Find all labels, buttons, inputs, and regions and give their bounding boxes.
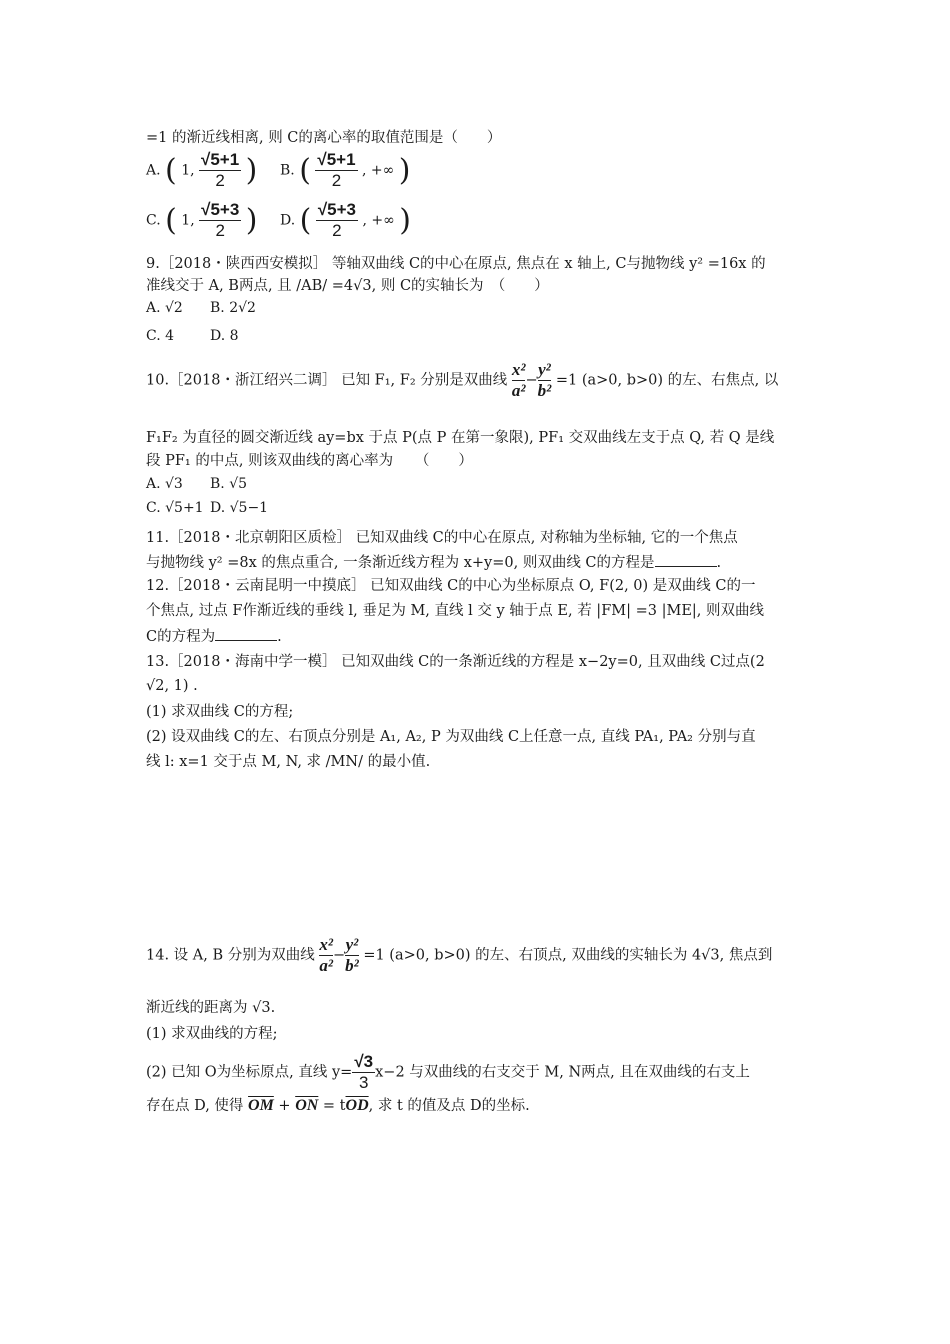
q13-part-2-line-2: 线 l: x=1 交于点 M, N, 求 /MN/ 的最小值. bbox=[146, 754, 431, 770]
q14-part-2-intro: (2) 已知 O为坐标原点, 直线 y= bbox=[146, 1064, 353, 1081]
fraction-denominator: a² bbox=[319, 956, 333, 975]
q11-line-1: 11.［2018・北京朝阳区质检］ 已知双曲线 C的中心在原点, 对称轴为坐标轴, 它的一个焦点 bbox=[146, 530, 738, 546]
q10-line-2: F₁F₂ 为直径的圆交渐近线 ay=bx 于点 P(点 P 在第一象限), PF₁ 交双曲线左支于点 Q, 若 Q 是线 bbox=[146, 430, 775, 446]
q9-option-b[interactable]: B. 2√2 bbox=[210, 300, 256, 316]
q13-part-1: (1) 求双曲线 C的方程; bbox=[146, 704, 294, 720]
q8-option-b-fraction bbox=[315, 150, 357, 191]
q10-intro: 10.［2018・浙江绍兴二调］ 已知 F₁, F₂ 分别是双曲线 bbox=[146, 372, 508, 389]
q9-option-c[interactable]: C. 4 bbox=[146, 328, 175, 344]
right-paren: ) bbox=[245, 203, 258, 238]
q9-line-2: 准线交于 A, B两点, 且 /AB/ =4√3, 则 C的实轴长为 （ ） bbox=[146, 278, 549, 294]
left-paren: ( bbox=[299, 153, 311, 188]
minus-sign: − bbox=[525, 372, 538, 389]
q8-option-a[interactable] bbox=[146, 150, 257, 191]
fraction-numerator: √5+1 bbox=[201, 150, 240, 169]
fraction-numerator: x² bbox=[511, 360, 526, 379]
plus-sign: + bbox=[273, 1098, 296, 1114]
right-paren: ) bbox=[399, 203, 411, 238]
fraction-denominator: b² bbox=[537, 381, 552, 400]
fraction-numerator: √5+3 bbox=[317, 200, 356, 219]
q8-option-b-label: B. bbox=[280, 162, 295, 179]
q12-text: C的方程为 bbox=[146, 629, 216, 645]
fraction-numerator: y² bbox=[538, 360, 551, 379]
q14-intro: 14. 设 A, B 分别为双曲线 bbox=[146, 947, 315, 964]
q14-condition: =1 (a>0, b>0) 的左、右顶点, 双曲线的实轴长为 4√3, 焦点到 bbox=[363, 947, 773, 964]
fraction-denominator: 2 bbox=[332, 221, 342, 240]
q14-line-2: 渐近线的距离为 √3. bbox=[146, 1000, 276, 1016]
q8-option-c[interactable] bbox=[146, 200, 257, 241]
q9-line-1: 9.［2018・陕西西安模拟］ 等轴双曲线 C的中心在原点, 焦点在 x 轴上, C与抛物线 y² =16x 的 bbox=[146, 256, 766, 272]
vector-od: $\overline{OD}$ bbox=[345, 1097, 369, 1114]
q14-slope-fraction bbox=[352, 1052, 375, 1093]
right-paren: ) bbox=[398, 153, 411, 188]
left-paren: ( bbox=[165, 203, 177, 238]
fraction-denominator: 2 bbox=[215, 171, 225, 190]
q10-condition: =1 (a>0, b>0) 的左、右焦点, 以 bbox=[555, 372, 779, 389]
q9-option-d[interactable]: D. 8 bbox=[210, 328, 239, 344]
q8-option-d[interactable] bbox=[280, 200, 411, 241]
q13-line-2: √2, 1) . bbox=[146, 678, 198, 694]
q12-line-3 bbox=[146, 626, 282, 647]
left-paren: ( bbox=[165, 153, 177, 188]
q12-answer-blank[interactable] bbox=[215, 626, 277, 641]
q11-line-2 bbox=[146, 552, 721, 573]
q10-option-d[interactable]: D. √5−1 bbox=[210, 500, 269, 516]
fraction-numerator: √3 bbox=[354, 1052, 374, 1071]
vector-om: $\overline{OM}$ bbox=[248, 1097, 274, 1114]
q11-text: 与抛物线 y² =8x 的焦点重合, 一条渐近线方程为 x+y=0, 则双曲线 C的方程是 bbox=[146, 555, 655, 571]
q14-part-2-line-2 bbox=[146, 1096, 530, 1116]
q8-option-d-label: D. bbox=[280, 212, 296, 229]
fraction-numerator: x² bbox=[319, 935, 333, 954]
q8-option-d-fraction bbox=[316, 200, 358, 241]
q12-line-1: 12.［2018・云南昆明一中摸底］ 已知双曲线 C的中心为坐标原点 O, F(2, 0) 是双曲线 C的一 bbox=[146, 578, 756, 594]
q8-option-d-upper: , +∞ bbox=[362, 212, 395, 229]
q11-period: . bbox=[716, 555, 722, 571]
q10-option-c[interactable]: C. √5+1 bbox=[146, 500, 204, 516]
q11-answer-blank[interactable] bbox=[655, 552, 717, 567]
right-paren: ) bbox=[245, 153, 258, 188]
q10-option-a[interactable]: A. √3 bbox=[146, 476, 183, 492]
fraction-numerator: √5+1 bbox=[317, 150, 356, 169]
q14-part-1: (1) 求双曲线的方程; bbox=[146, 1026, 278, 1042]
q8-option-b[interactable] bbox=[280, 150, 410, 191]
minus-sign: − bbox=[332, 947, 346, 964]
q12-period: . bbox=[277, 629, 282, 645]
q8-stem: =1 的渐近线相离, 则 C的离心率的取值范围是（ ） bbox=[146, 130, 502, 146]
q8-option-c-label: C. bbox=[146, 212, 161, 229]
fraction-denominator: b² bbox=[345, 956, 359, 975]
q14-part-2-rest: x−2 与双曲线的右支交于 M, N两点, 且在双曲线的右支上 bbox=[375, 1064, 750, 1081]
fraction-denominator: 2 bbox=[331, 171, 342, 190]
q10-fraction-y bbox=[538, 360, 552, 401]
q8-option-b-upper: , +∞ bbox=[362, 162, 395, 179]
left-paren: ( bbox=[299, 203, 312, 238]
q10-option-b[interactable]: B. √5 bbox=[210, 476, 248, 492]
q14-line-1 bbox=[146, 935, 772, 976]
q13-line-1: 13.［2018・海南中学一模］ 已知双曲线 C的一条渐近线的方程是 x−2y=0, 且双曲线 C过点(2 bbox=[146, 654, 765, 670]
q14-part-2-line-1 bbox=[146, 1052, 750, 1093]
fraction-denominator: 3 bbox=[358, 1073, 369, 1092]
q14-part-3-rest: , 求 t 的值及点 D的坐标. bbox=[368, 1098, 530, 1114]
q10-fraction-x bbox=[512, 360, 526, 401]
q10-line-1 bbox=[146, 360, 778, 401]
q8-option-c-fraction bbox=[199, 200, 241, 241]
fraction-denominator: a² bbox=[511, 381, 526, 400]
equals-t: = t bbox=[318, 1098, 346, 1114]
q12-line-2: 个焦点, 过点 F作渐近线的垂线 l, 垂足为 M, 直线 l 交 y 轴于点 E, 若 |FM| =3 |ME|, 则双曲线 bbox=[146, 603, 765, 619]
q8-option-a-fraction bbox=[199, 150, 241, 191]
q14-fraction-y bbox=[345, 935, 359, 976]
q14-fraction-x bbox=[319, 935, 333, 976]
vector-on: $\overline{ON}$ bbox=[295, 1097, 319, 1114]
q8-option-c-lower: 1, bbox=[181, 212, 195, 229]
fraction-numerator: √5+3 bbox=[201, 200, 240, 219]
q10-line-3: 段 PF₁ 的中点, 则该双曲线的离心率为 （ ） bbox=[146, 453, 473, 469]
q14-part-3-intro: 存在点 D, 使得 bbox=[146, 1098, 244, 1114]
q13-part-2-line-1: (2) 设双曲线 C的左、右顶点分别是 A₁, A₂, P 为双曲线 C上任意一点, 直线 PA₁, PA₂ 分别与直 bbox=[146, 729, 756, 745]
q8-option-a-label: A. bbox=[146, 162, 161, 179]
fraction-denominator: 2 bbox=[215, 221, 225, 240]
q9-option-a[interactable]: A. √2 bbox=[146, 300, 183, 316]
q8-option-a-lower: 1, bbox=[181, 162, 195, 179]
fraction-numerator: y² bbox=[345, 935, 359, 954]
